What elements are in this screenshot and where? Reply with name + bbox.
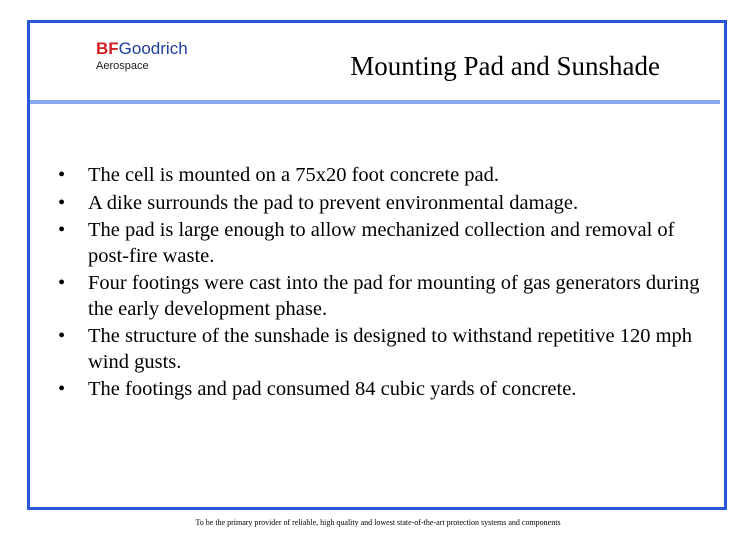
logo-division: Aerospace: [96, 60, 149, 72]
bullet-item: [55, 324, 705, 375]
slide-title: Mounting Pad and Sunshade: [350, 51, 660, 81]
footer-tagline: To be the primary provider of reliable, high quality and lowest state-of-the-art protection systems and components: [195, 518, 561, 527]
bullet-text: A dike surrounds the pad to prevent environmental damage.: [88, 191, 579, 214]
bullet-glyph: •: [58, 272, 66, 294]
bullet-glyph: •: [58, 378, 66, 400]
bullet-item: [55, 218, 705, 269]
bullet-item: [55, 271, 705, 322]
bullet-text: The structure of the sunshade is designed to withstand repetitive 120 mph wind gusts.: [88, 325, 693, 373]
bullet-glyph: •: [58, 164, 66, 186]
logo-bf: BF: [96, 39, 119, 58]
bullet-text: The pad is large enough to allow mechanized collection and removal of post-fire waste.: [88, 219, 675, 267]
bullet-text: Four footings were cast into the pad for mounting of gas generators during the early development phase.: [88, 272, 700, 320]
logo-goodrich: Goodrich: [118, 39, 188, 58]
bullet-glyph: •: [58, 325, 66, 347]
bullet-item: [55, 163, 705, 189]
bullet-item: [55, 191, 705, 217]
bullet-text: The cell is mounted on a 75x20 foot concrete pad.: [88, 164, 500, 186]
bullet-glyph: •: [58, 191, 66, 214]
bullet-item: [55, 377, 705, 403]
title-divider: [30, 100, 720, 104]
bullet-list: [55, 163, 705, 405]
bullet-glyph: •: [58, 219, 66, 241]
bullet-text: The footings and pad consumed 84 cubic yards of concrete.: [88, 378, 577, 400]
